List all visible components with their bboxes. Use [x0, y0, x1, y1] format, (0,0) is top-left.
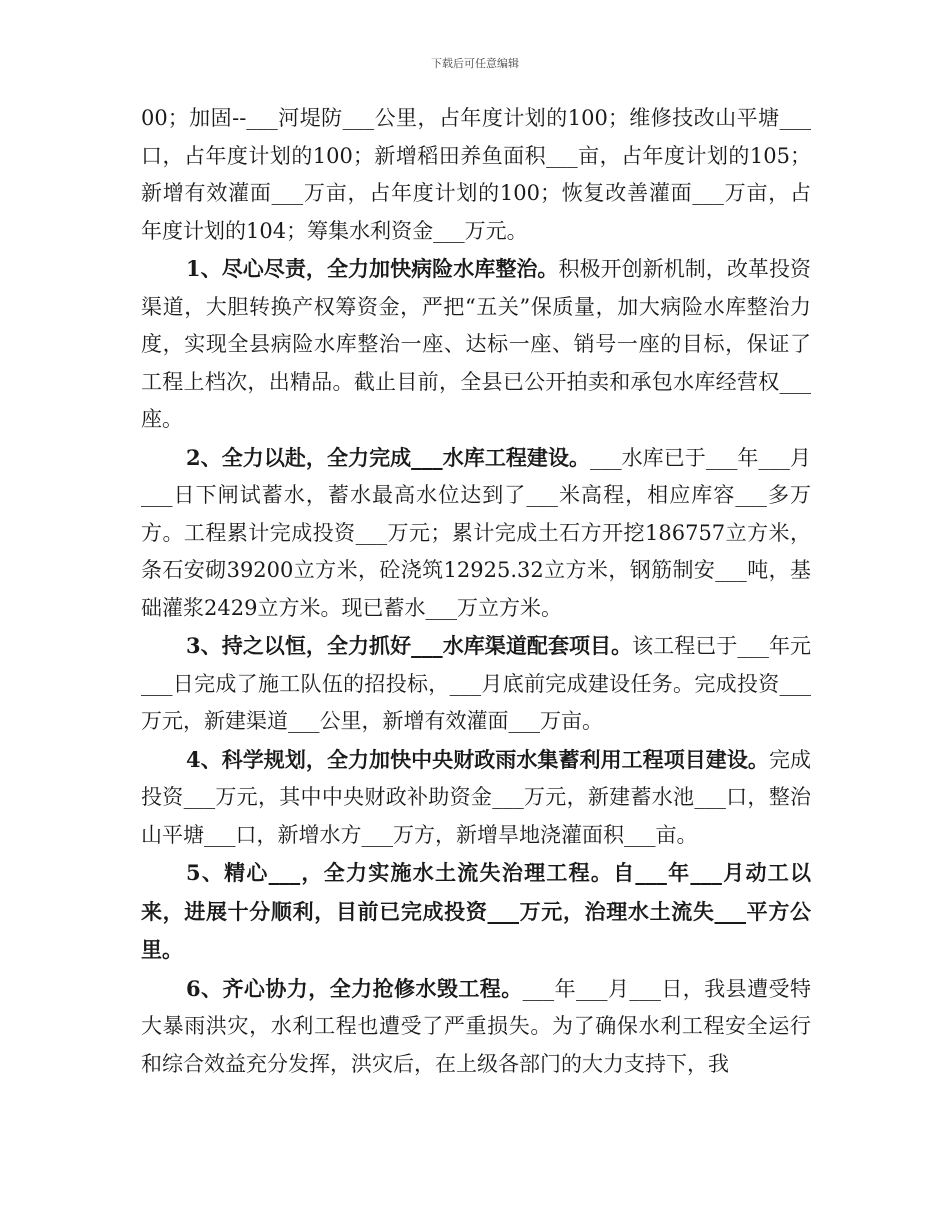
paragraph-continuation — [141, 100, 811, 250]
paragraph-heading: 5、精心___，全力实施水土流失治理工程。自___年___月动工以来，进展十分顺利，目前已完成投资___万元，治理水土流失___平方公里。 — [141, 860, 811, 962]
paragraph-text: ___年___月___日，我县遭受特大暴雨洪灾，水利工程也遭受了严重损失。为了确保水利工程安全运行和综合效益充分发挥，洪灾后，在上级各部门的大力支持下，我 — [141, 976, 811, 1076]
document-body — [141, 100, 811, 1083]
paragraph-item-2 — [141, 439, 811, 628]
paragraph-heading: 4、科学规划，全力加快中央财政雨水集蓄利用工程项目建设。 — [186, 746, 769, 772]
paragraph-heading: 6、齐心协力，全力抢修水毁工程。 — [186, 975, 523, 1001]
paragraph-text: 00；加固--___河堤防___公里，占年度计划的100；维修技改山平塘___口，占年度计划的100；新增稻田养鱼面积___亩，占年度计划的105；新增有效灌面___万亩，占年度计划的100；恢复改善灌面___万亩，占年度计划的104；筹集水利资金___万元。 — [141, 106, 811, 243]
paragraph-heading: 1、尽心尽责，全力加快病险水库整治。 — [186, 256, 559, 281]
paragraph-item-1 — [141, 250, 811, 439]
paragraph-text: ___水库已于___年___月___日下闸试蓄水，蓄水最高水位达到了___米高程，相应库容___多万方。工程累计完成投资___万元；累计完成土石方开挖186757立方米，条石安砌39200立方米，砼浇筑12925.32立方米，钢筋制安___吨，基础灌浆2429立方米。现已蓄水___万立方米。 — [141, 445, 811, 620]
page-header: 下载后可任意编辑 — [431, 57, 519, 70]
paragraph-text: 该工程已于___年元___日完成了施工队伍的招投标，___月底前完成建设任务。完成投资___万元，新建渠道___公里，新增有效灌面___万亩。 — [141, 634, 811, 733]
paragraph-item-5 — [141, 854, 811, 970]
paragraph-text: 完成投资___万元，其中中央财政补助资金___万元，新建蓄水池___口，整治山平塘___口，新增水方___万方，新增旱地浇灌面积___亩。 — [141, 747, 812, 847]
paragraph-item-3 — [141, 627, 811, 741]
paragraph-heading: 2、全力以赴，全力完成___水库工程建设。 — [186, 444, 591, 470]
paragraph-text: 积极开创新机制，改革投资渠道，大胆转换产权筹资金，严把“五关”保质量，加大病险水库整治力度，实现全县病险水库整治一座、达标一座、销号一座的目标，保证了工程上档次，出精品。截止目前，全县已公开拍卖和承包水库经营权___座。 — [141, 257, 811, 431]
paragraph-item-4 — [141, 741, 811, 855]
paragraph-heading: 3、持之以恒，全力抓好___水库渠道配套项目。 — [186, 633, 633, 658]
paragraph-item-6 — [141, 970, 811, 1084]
